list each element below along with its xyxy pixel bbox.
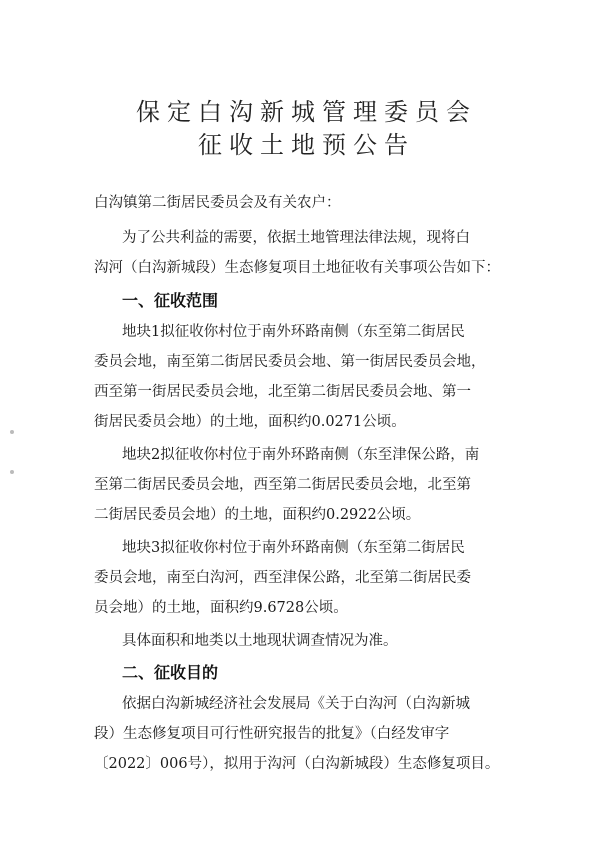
- parcel1-line-2: 委员会地，南至第二街居民委员会地、第一街居民委员会地，: [94, 354, 486, 370]
- parcel2-line-1: 地块2拟征收你村位于南外环路南侧（东至津保公路，南: [122, 447, 480, 463]
- parcel2-line-3: 二街居民委员会地）的土地，面积约0.2922公顷。: [94, 507, 421, 523]
- notice-title-line2: 征收土地预公告: [198, 131, 415, 159]
- intro-line-2: 沟河（白沟新城段）生态修复项目土地征收有关事项公告如下：: [94, 260, 500, 276]
- parcel3-line-1: 地块3拟征收你村位于南外环路南侧（东至第二街居民: [122, 540, 465, 556]
- section1-heading: 一、征收范围: [122, 291, 219, 310]
- parcel1-line-4: 街居民委员会地）的土地，面积约0.0271公顷。: [94, 414, 406, 430]
- scan-binding-mark: [10, 470, 14, 474]
- parcel3-line-3: 员会地）的土地，面积约9.6728公顷。: [94, 600, 348, 616]
- purpose-line-3: 〔2022〕006号），拟用于沟河（白沟新城段）生态修复项目。: [94, 756, 500, 772]
- parcel2-line-2: 至第二街居民委员会地，西至第二街居民委员会地，北至第: [94, 477, 471, 493]
- addressee: 白沟镇第二街居民委员会及有关农户：: [94, 195, 341, 211]
- purpose-line-1: 依据白沟新城经济社会发展局《关于白沟河（白沟新城: [122, 696, 470, 712]
- section2-heading: 二、征收目的: [122, 663, 219, 682]
- parcel1-line-1: 地块1拟征收你村位于南外环路南侧（东至第二街居民: [122, 324, 465, 340]
- scan-binding-mark: [10, 430, 14, 434]
- parcel3-line-2: 委员会地，南至白沟河，西至津保公路，北至第二街居民委: [94, 570, 471, 586]
- area-note: 具体面积和地类以土地现状调查情况为准。: [122, 633, 398, 649]
- purpose-line-2: 段）生态修复项目可行性研究报告的批复》（白经发审字: [94, 726, 450, 742]
- intro-line-1: 为了公共利益的需要，依据土地管理法律法规，现将白: [122, 230, 470, 246]
- notice-title-line1: 保定白沟新城管理委员会: [136, 98, 477, 126]
- parcel1-line-3: 西至第一街居民委员会地，北至第二街居民委员会地、第一: [94, 384, 471, 400]
